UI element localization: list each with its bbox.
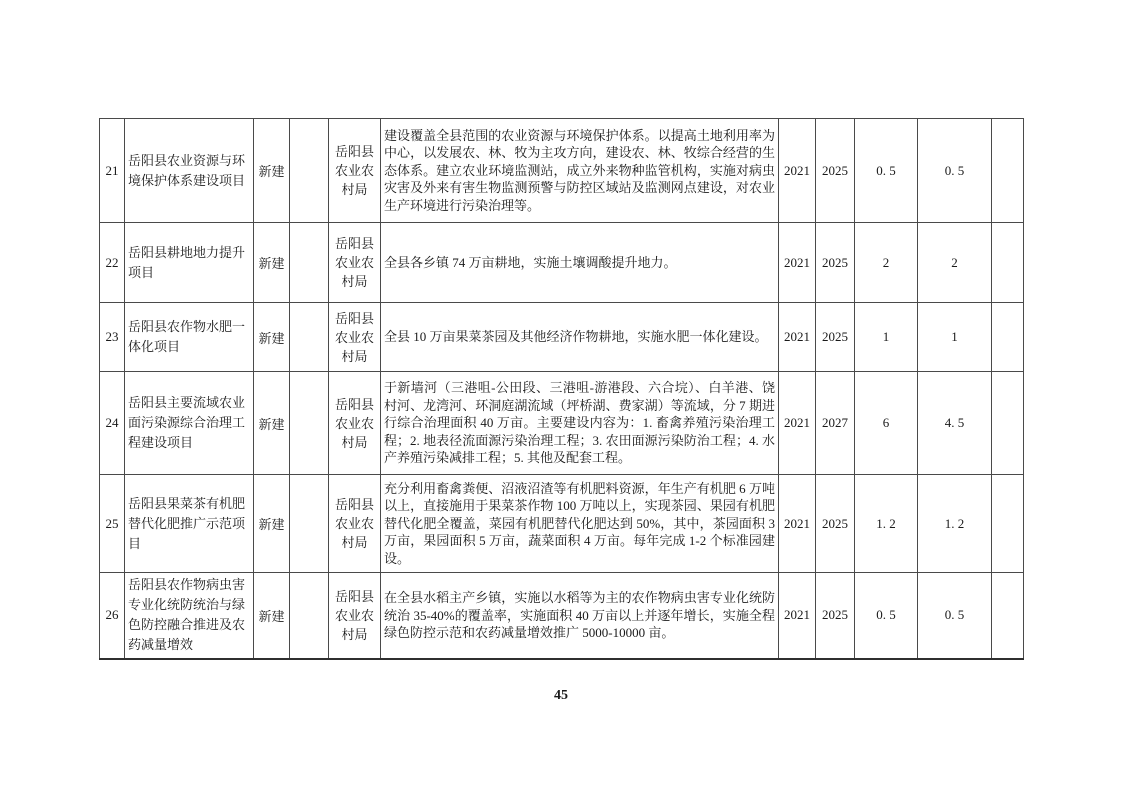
project-description-cell: 建设覆盖全县范围的农业资源与环境保护体系。以提高土地利用率为中心，以发展农、林、牧为主攻方向，建设农、林、牧综合经营的生态体系。建立农业环境监测站，成立外来物种监管机构，实施对病虫灾害及外来有害生物监测预警与防控区域站及监测网点建设，对农业生产环境进行污染治理等。	[381, 119, 779, 223]
period-investment-cell: 2	[918, 223, 992, 303]
empty-cell	[290, 303, 329, 372]
row-number-cell: 26	[100, 573, 125, 659]
row-number-cell: 22	[100, 223, 125, 303]
build-type-cell: 新建	[254, 303, 290, 372]
period-investment-cell: 0. 5	[918, 573, 992, 659]
projects-table	[99, 118, 1024, 660]
total-investment-cell: 0. 5	[855, 119, 918, 223]
end-year-cell: 2025	[816, 475, 855, 573]
department-cell: 岳阳县农业农村局	[329, 573, 381, 659]
row-number-cell: 25	[100, 475, 125, 573]
end-year-cell: 2025	[816, 119, 855, 223]
table-row	[100, 475, 1024, 573]
project-description-cell: 在全县水稻主产乡镇，实施以水稻等为主的农作物病虫害专业化统防统治 35-40%的覆盖率，实施面积 40 万亩以上并逐年增长，实施全程绿色防控示范和农药减量增效推广 5000-10000 亩。	[381, 573, 779, 659]
table-row	[100, 372, 1024, 475]
table-row	[100, 223, 1024, 303]
project-description-cell: 于新墙河（三港咀-公田段、三港咀-游港段、六合垸）、白羊港、饶村河、龙湾河、环洞庭湖流域（坪桥湖、费家湖）等流域，分 7 期进行综合治理面积 40 万亩。主要建设内容为：1. 畜禽养殖污染治理工程；2. 地表径流面源污染治理工程；3. 农田面源污染防治工程；4. 水产养殖污染减排工程；5. 其他及配套工程。	[381, 372, 779, 475]
department-cell: 岳阳县农业农村局	[329, 303, 381, 372]
empty-cell	[992, 223, 1024, 303]
table-row	[100, 303, 1024, 372]
end-year-cell: 2025	[816, 573, 855, 659]
total-investment-cell: 6	[855, 372, 918, 475]
empty-cell	[290, 223, 329, 303]
project-name-cell: 岳阳县主要流域农业面污染源综合治理工程建设项目	[125, 372, 254, 475]
project-name-cell: 岳阳县农作物水肥一体化项目	[125, 303, 254, 372]
empty-cell	[992, 372, 1024, 475]
period-investment-cell: 1	[918, 303, 992, 372]
start-year-cell: 2021	[779, 303, 816, 372]
build-type-cell: 新建	[254, 573, 290, 659]
empty-cell	[290, 372, 329, 475]
total-investment-cell: 0. 5	[855, 573, 918, 659]
project-description-cell: 全县各乡镇 74 万亩耕地，实施土壤调酸提升地力。	[381, 223, 779, 303]
project-name-cell: 岳阳县农作物病虫害专业化统防统治与绿色防控融合推进及农药减量增效	[125, 573, 254, 659]
empty-cell	[290, 119, 329, 223]
row-number-cell: 21	[100, 119, 125, 223]
department-cell: 岳阳县农业农村局	[329, 119, 381, 223]
start-year-cell: 2021	[779, 573, 816, 659]
build-type-cell: 新建	[254, 223, 290, 303]
period-investment-cell: 4. 5	[918, 372, 992, 475]
empty-cell	[290, 475, 329, 573]
table-body	[100, 119, 1024, 659]
empty-cell	[992, 303, 1024, 372]
empty-cell	[992, 475, 1024, 573]
row-number-cell: 24	[100, 372, 125, 475]
build-type-cell: 新建	[254, 372, 290, 475]
table-row	[100, 573, 1024, 659]
start-year-cell: 2021	[779, 372, 816, 475]
period-investment-cell: 1. 2	[918, 475, 992, 573]
page-number: 45	[554, 688, 568, 703]
department-cell: 岳阳县农业农村局	[329, 223, 381, 303]
build-type-cell: 新建	[254, 475, 290, 573]
project-name-cell: 岳阳县耕地地力提升项目	[125, 223, 254, 303]
department-cell: 岳阳县农业农村局	[329, 475, 381, 573]
start-year-cell: 2021	[779, 475, 816, 573]
project-name-cell: 岳阳县果菜茶有机肥替代化肥推广示范项目	[125, 475, 254, 573]
start-year-cell: 2021	[779, 223, 816, 303]
start-year-cell: 2021	[779, 119, 816, 223]
department-cell: 岳阳县农业农村局	[329, 372, 381, 475]
end-year-cell: 2027	[816, 372, 855, 475]
end-year-cell: 2025	[816, 303, 855, 372]
project-description-cell: 充分利用畜禽粪便、沼液沼渣等有机肥料资源，年生产有机肥 6 万吨以上，直接施用于果菜茶作物 100 万吨以上，实现茶园、果园有机肥替代化肥全覆盖，菜园有机肥替代化肥达到 50%，其中，茶园面积 3 万亩，果园面积 5 万亩，蔬菜面积 4 万亩。每年完成 1-2 个标准园建设。	[381, 475, 779, 573]
end-year-cell: 2025	[816, 223, 855, 303]
empty-cell	[290, 573, 329, 659]
row-number-cell: 23	[100, 303, 125, 372]
total-investment-cell: 2	[855, 223, 918, 303]
project-description-cell: 全县 10 万亩果菜茶园及其他经济作物耕地，实施水肥一体化建设。	[381, 303, 779, 372]
empty-cell	[992, 573, 1024, 659]
total-investment-cell: 1	[855, 303, 918, 372]
table-row	[100, 119, 1024, 223]
build-type-cell: 新建	[254, 119, 290, 223]
total-investment-cell: 1. 2	[855, 475, 918, 573]
project-name-cell: 岳阳县农业资源与环境保护体系建设项目	[125, 119, 254, 223]
period-investment-cell: 0. 5	[918, 119, 992, 223]
empty-cell	[992, 119, 1024, 223]
